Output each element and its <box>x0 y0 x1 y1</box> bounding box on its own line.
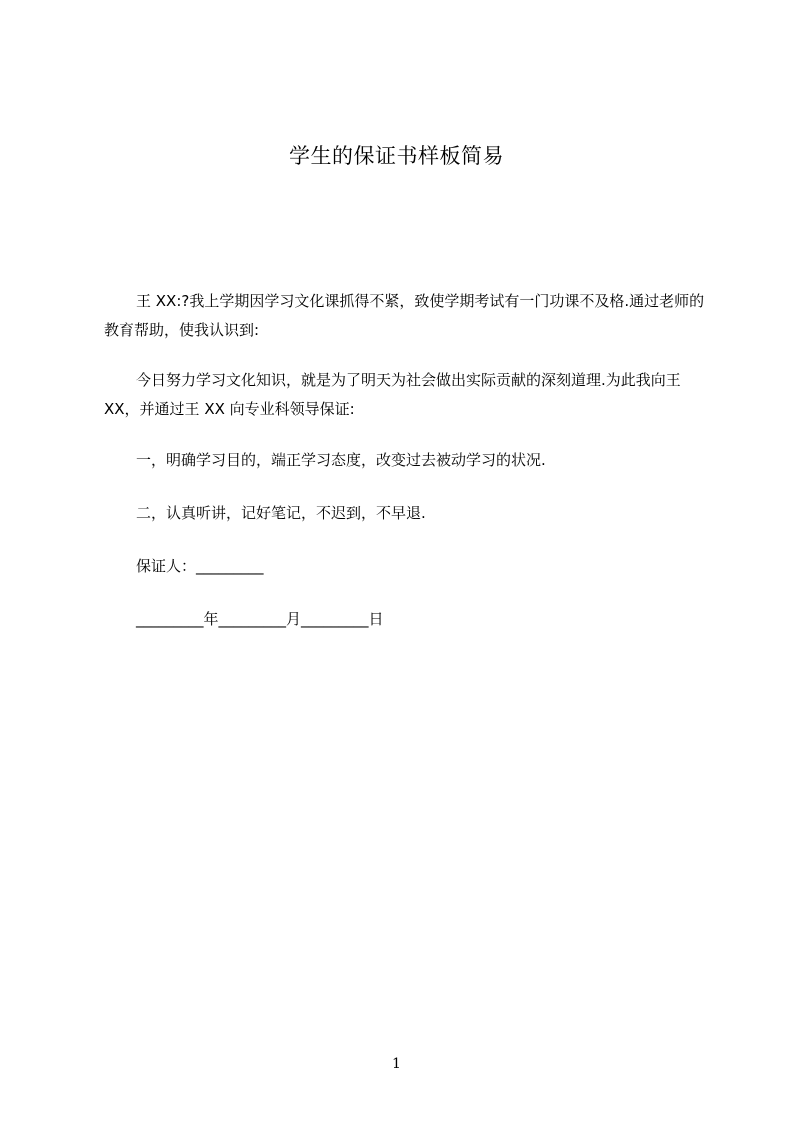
document-title: 学生的保证书样板简易 <box>289 144 504 168</box>
page-number: 1 <box>392 1056 401 1072</box>
pledge-item-two: 二，认真听讲，记好笔记，不迟到，不早退. <box>136 504 426 522</box>
paragraph-pledge-intro: 今日努力学习文化知识，就是为了明天为社会做出实际贡献的深刻道理.为此我向王 XX，并通过王 XX 向专业科领导保证: <box>104 371 681 418</box>
paragraph-opening: 王 XX:?我上学期因学习文化课抓得不紧，致使学期考试有一门功课不及格.通过老师的教育帮助，使我认识到: <box>104 292 705 339</box>
date-line: _________年_________月_________日 <box>136 610 384 628</box>
guarantor-signature-line: 保证人：_________ <box>136 557 264 575</box>
pledge-item-one: 一，明确学习目的，端正学习态度，改变过去被动学习的状况. <box>136 451 546 469</box>
